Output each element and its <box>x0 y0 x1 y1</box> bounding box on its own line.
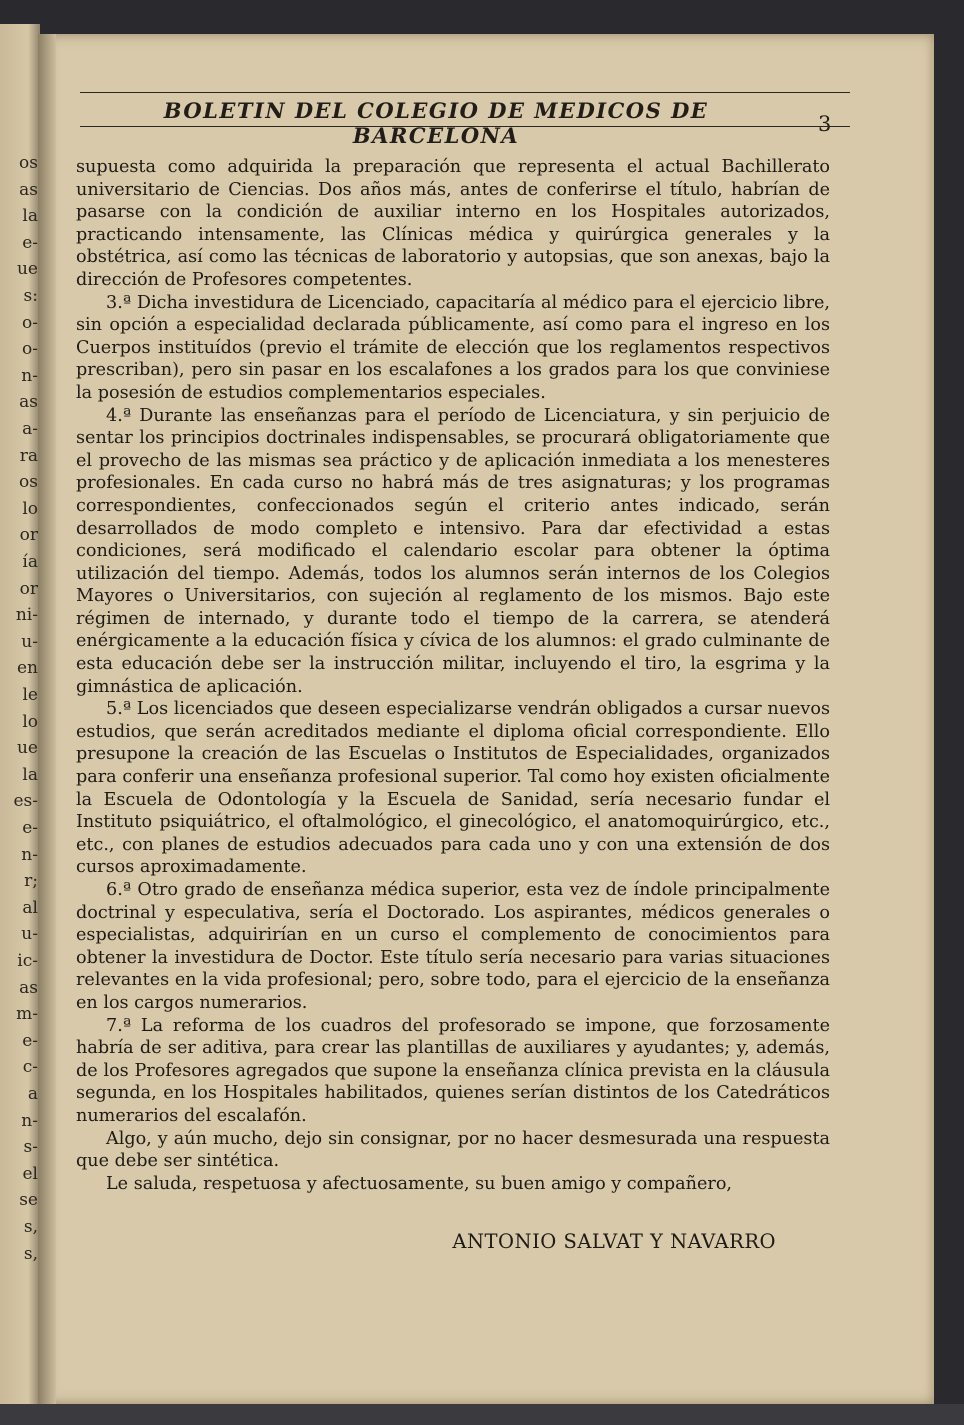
paragraph-closing: Algo, y aún mucho, dejo sin consignar, por no hacer desmesurada una respuesta que debe ser sintética. <box>76 1128 830 1172</box>
facing-page-fragment: en <box>16 658 38 679</box>
facing-page-fragment: e- <box>22 818 38 838</box>
facing-page-fragment: or <box>19 525 38 546</box>
facing-page-edge <box>0 24 40 1404</box>
facing-page-fragment: as <box>19 977 38 998</box>
facing-page-fragment: la <box>22 764 38 785</box>
facing-page-fragment: n- <box>21 365 38 386</box>
running-header-title: BOLETIN DEL COLEGIO DE MEDICOS DE BARCELONA <box>163 98 709 148</box>
page-number: 3 <box>818 112 832 136</box>
facing-page-fragment: e- <box>22 1030 38 1051</box>
facing-page-fragment: lo <box>22 498 38 519</box>
facing-page-fragment: o- <box>22 312 38 333</box>
facing-page-fragment: la <box>22 206 38 227</box>
facing-page-fragment: a <box>27 1084 38 1104</box>
paragraph-continuation: supuesta como adquirida la preparación que representa el actual Bachillerato universitario de Ciencias. Dos años más, antes de conferirse el título, habrían de pasarse con la condición de auxiliar interno en los Hospitales autorizados, practicando intensamente, las Clínicas médica y quirúrgica generales y la obstétrica, así como las técnicas de laboratorio y autopsias, que son anexas, bajo la dirección de Profesores competentes. <box>76 157 830 290</box>
signature-name: ANTONIO SALVAT Y NAVARRO <box>452 1230 776 1253</box>
scan-bottom-edge <box>0 1404 964 1425</box>
facing-page-fragment: r; <box>24 871 38 892</box>
facing-page-fragment: ue <box>16 259 38 280</box>
facing-page-fragment: es- <box>13 791 38 812</box>
page-spine-shadow <box>38 34 56 1404</box>
facing-page-fragment: os <box>19 472 38 493</box>
facing-page-fragment: as <box>19 392 38 413</box>
facing-page-fragment: n- <box>21 1110 38 1131</box>
facing-page-fragment: el <box>22 1163 38 1184</box>
facing-page-fragment: e- <box>22 232 38 253</box>
facing-page-fragment: m- <box>16 1004 38 1025</box>
facing-page-fragment: n- <box>21 844 38 865</box>
facing-page-fragment: ni- <box>15 605 38 626</box>
facing-page-fragment: s- <box>23 1137 38 1158</box>
facing-page-fragment: u- <box>21 631 38 652</box>
header-rule-top <box>80 92 850 93</box>
facing-page-fragment: lo <box>22 711 38 732</box>
facing-page-fragment: s, <box>23 1243 38 1264</box>
paragraph-clause-3: 3.ª Dicha investidura de Licenciado, capacitaría al médico para el ejercicio libre, sin opción a especialidad declarada públicamente, así como para el ingreso en los Cuerpos instituídos (previo el trámite de elección que los reglamentos respectivos prescriban), pero sin pasar en los escalafones a los grados para los que conviniese la posesión de estudios complementarios especiales. <box>76 292 830 403</box>
facing-page-fragment: se <box>19 1190 38 1211</box>
body-text <box>76 156 830 1195</box>
paragraph-clause-5: 5.ª Los licenciados que deseen especializarse vendrán obligados a cursar nuevos estudios, que serán acreditados mediante el diploma oficial correspondiente. Ello presupone la creación de las Escuelas o Institutos de Especialidades, organizados para conferir una enseñanza profesional superior. Tal como hoy existen oficialmente la Escuela de Odontología y la Escuela de Sanidad, sería necesario fundar el Instituto psiquiátrico, el oftalmológico, el ginecológico, el anatomoquirúrgico, etc., etc., con planes de estudios adecuados para cada uno y con una extensión de dos cursos aproximadamente. <box>76 699 830 878</box>
facing-page-fragment: c- <box>22 1057 38 1078</box>
paragraph-clause-6: 6.ª Otro grado de enseñanza médica superior, esta vez de índole principalmente doctrinal y especulativa, sería el Doctorado. Los aspirantes, médicos generales o especialistas, adquirirían en un curso el complemento de conocimientos para obtener la investidura de Doctor. Este título sería necesario para varias situaciones relevantes en la vida profesional; pero, sobre todo, para el ejercicio de la enseñanza en los cargos numerarios. <box>76 880 830 1013</box>
facing-page-fragment: os <box>19 153 38 173</box>
facing-page-fragment: ue <box>16 738 38 759</box>
facing-page-fragment: ía <box>22 552 38 572</box>
paragraph-clause-7: 7.ª La reforma de los cuadros del profesorado se impone, que forzosamente habría de ser aditiva, para crear las plantillas de auxiliares y ayudantes; y, además, de los Profesores agregados que supone la enseñanza clínica prevista en la cláusula segunda, en los Hospitales habilitados, quienes serían distintos de los Catedráticos numerarios del escalafón. <box>76 1015 830 1126</box>
document-page <box>38 34 934 1404</box>
facing-page-fragment: al <box>22 897 38 918</box>
facing-page-fragment: ra <box>19 445 38 466</box>
facing-page-fragment: a- <box>22 419 38 439</box>
header-rule-bottom <box>80 126 850 127</box>
facing-page-fragment: u- <box>21 924 38 945</box>
facing-page-fragment: as <box>19 179 38 200</box>
facing-page-fragment: o- <box>22 339 38 360</box>
facing-page-fragment: s: <box>23 286 38 306</box>
facing-page-fragment: le <box>22 685 38 705</box>
paragraph-clause-4: 4.ª Durante las enseñanzas para el período de Licenciatura, y sin perjuicio de sentar los principios doctrinales indispensables, se procurará obligatoriamente que el provecho de las mismas sea práctico y de aplicación inmediata a los menesteres profesionales. En cada curso no habrá más de tres asignaturas; y los programas correspondientes, confeccionados según el criterio antes indicado, serán desarrollados de modo completo e intensivo. Para dar efectividad a estas condiciones, será modificado el calendario escolar para obtener la óptima utilización del tiempo. Además, todos los alumnos serán internos de los Colegios Mayores o Universitarios, con sujeción al reglamento de los mismos. Bajo este régimen de internado, y durante todo el tiempo de la carrera, se atenderá enérgicamente a la educación física y cívica de los alumnos: el grado culminante de esta educación debe ser la instrucción militar, incluyendo el tiro, la esgrima y la gimnástica de aplicación. <box>76 405 830 697</box>
paragraph-salutation: Le saluda, respetuosa y afectuosamente, su buen amigo y compañero, <box>106 1173 733 1194</box>
facing-page-fragment: ic- <box>17 951 38 971</box>
facing-page-fragment: s, <box>23 1217 38 1237</box>
facing-page-fragment: or <box>19 578 38 599</box>
